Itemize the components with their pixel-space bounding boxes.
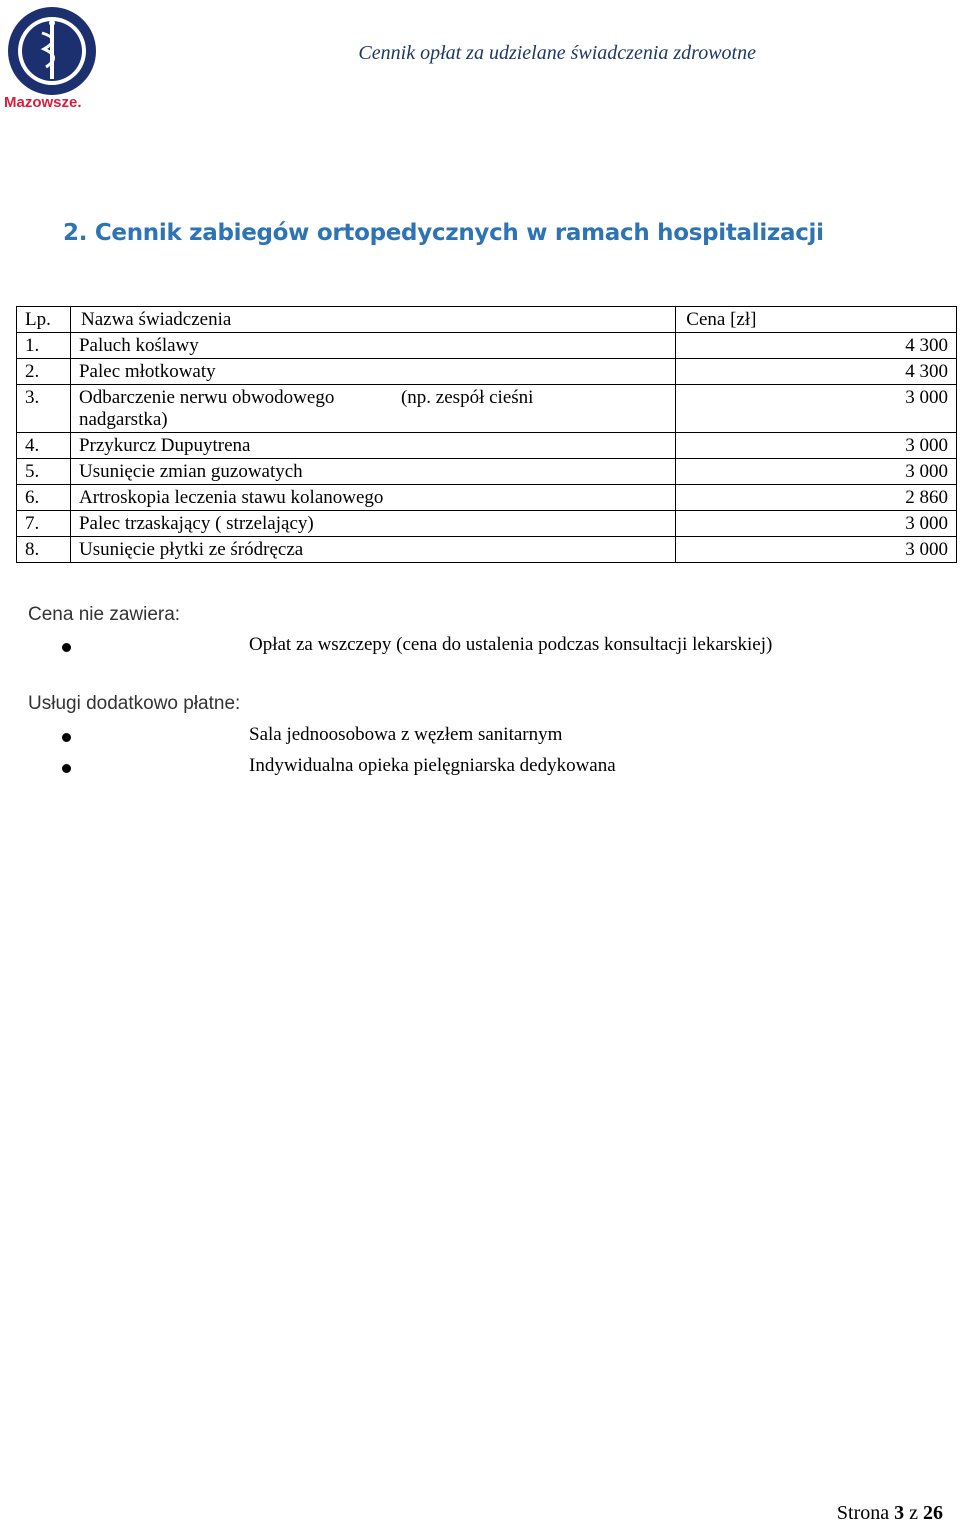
row-lp: 6. bbox=[17, 485, 71, 511]
row-lp: 4. bbox=[17, 433, 71, 459]
list-item-text: Indywidualna opieka pielęgniarska dedykowana bbox=[249, 755, 616, 776]
row-price: 4 300 bbox=[676, 359, 957, 385]
row-name: Paluch koślawy bbox=[70, 333, 675, 359]
page-header-title: Cennik opłat za udzielane świadczenia zdrowotne bbox=[358, 42, 756, 64]
excludes-label: Cena nie zawiera: bbox=[28, 604, 181, 625]
table-row bbox=[17, 485, 957, 511]
list-item-text: Opłat za wszczepy (cena do ustalenia podczas konsultacji lekarskiej) bbox=[249, 634, 773, 655]
row-price: 3 000 bbox=[676, 459, 957, 485]
row-name: Usunięcie zmian guzowatych bbox=[70, 459, 675, 485]
list-item bbox=[0, 755, 960, 781]
row-name bbox=[70, 385, 675, 433]
row-lp: 2. bbox=[17, 359, 71, 385]
row-price: 3 000 bbox=[676, 511, 957, 537]
row-price: 4 300 bbox=[676, 333, 957, 359]
page-number-sep: z bbox=[909, 1502, 918, 1524]
page-number-prefix: Strona bbox=[836, 1502, 890, 1524]
table-row bbox=[17, 459, 957, 485]
row-name-extra: (np. zespół cieśni bbox=[400, 387, 534, 408]
row-name-line2: nadgarstka) bbox=[78, 409, 168, 430]
column-header-price: Cena [zł] bbox=[676, 307, 957, 333]
row-name: Palec młotkowaty bbox=[70, 359, 675, 385]
row-name-main: Odbarczenie nerwu obwodowego bbox=[78, 387, 335, 408]
list-item bbox=[0, 634, 960, 660]
column-header-lp: Lp. bbox=[17, 307, 71, 333]
row-price: 3 000 bbox=[676, 433, 957, 459]
row-name: Przykurcz Dupuytrena bbox=[70, 433, 675, 459]
row-lp: 8. bbox=[17, 537, 71, 563]
row-price: 3 000 bbox=[676, 385, 957, 433]
list-item bbox=[0, 724, 960, 750]
logo-brand-text: Mazowsze. bbox=[4, 94, 82, 111]
table-row bbox=[17, 359, 957, 385]
table-row bbox=[17, 537, 957, 563]
row-lp: 3. bbox=[17, 385, 71, 433]
extras-label: Usługi dodatkowo płatne: bbox=[28, 693, 241, 714]
section-title: 2. Cennik zabiegów ortopedycznych w ramach hospitalizacji bbox=[63, 220, 824, 246]
page-number bbox=[837, 1502, 943, 1525]
bullet-icon bbox=[62, 764, 71, 773]
list-item-text: Sala jednoosobowa z węzłem sanitarnym bbox=[249, 724, 563, 745]
table-row bbox=[17, 385, 957, 433]
row-name: Artroskopia leczenia stawu kolanowego bbox=[70, 485, 675, 511]
row-lp: 1. bbox=[17, 333, 71, 359]
row-price: 3 000 bbox=[676, 537, 957, 563]
table-row bbox=[17, 511, 957, 537]
table-header-row bbox=[17, 307, 957, 333]
row-lp: 5. bbox=[17, 459, 71, 485]
row-name: Palec trzaskający ( strzelający) bbox=[70, 511, 675, 537]
row-price: 2 860 bbox=[676, 485, 957, 511]
column-header-name: Nazwa świadczenia bbox=[70, 307, 675, 333]
row-lp: 7. bbox=[17, 511, 71, 537]
price-table bbox=[16, 306, 957, 563]
table-row bbox=[17, 433, 957, 459]
bullet-icon bbox=[62, 733, 71, 742]
page-number-current: 3 bbox=[894, 1502, 905, 1524]
page-number-total: 26 bbox=[923, 1502, 943, 1524]
row-name: Usunięcie płytki ze śródręcza bbox=[70, 537, 675, 563]
table-row bbox=[17, 333, 957, 359]
bullet-icon bbox=[62, 643, 71, 652]
